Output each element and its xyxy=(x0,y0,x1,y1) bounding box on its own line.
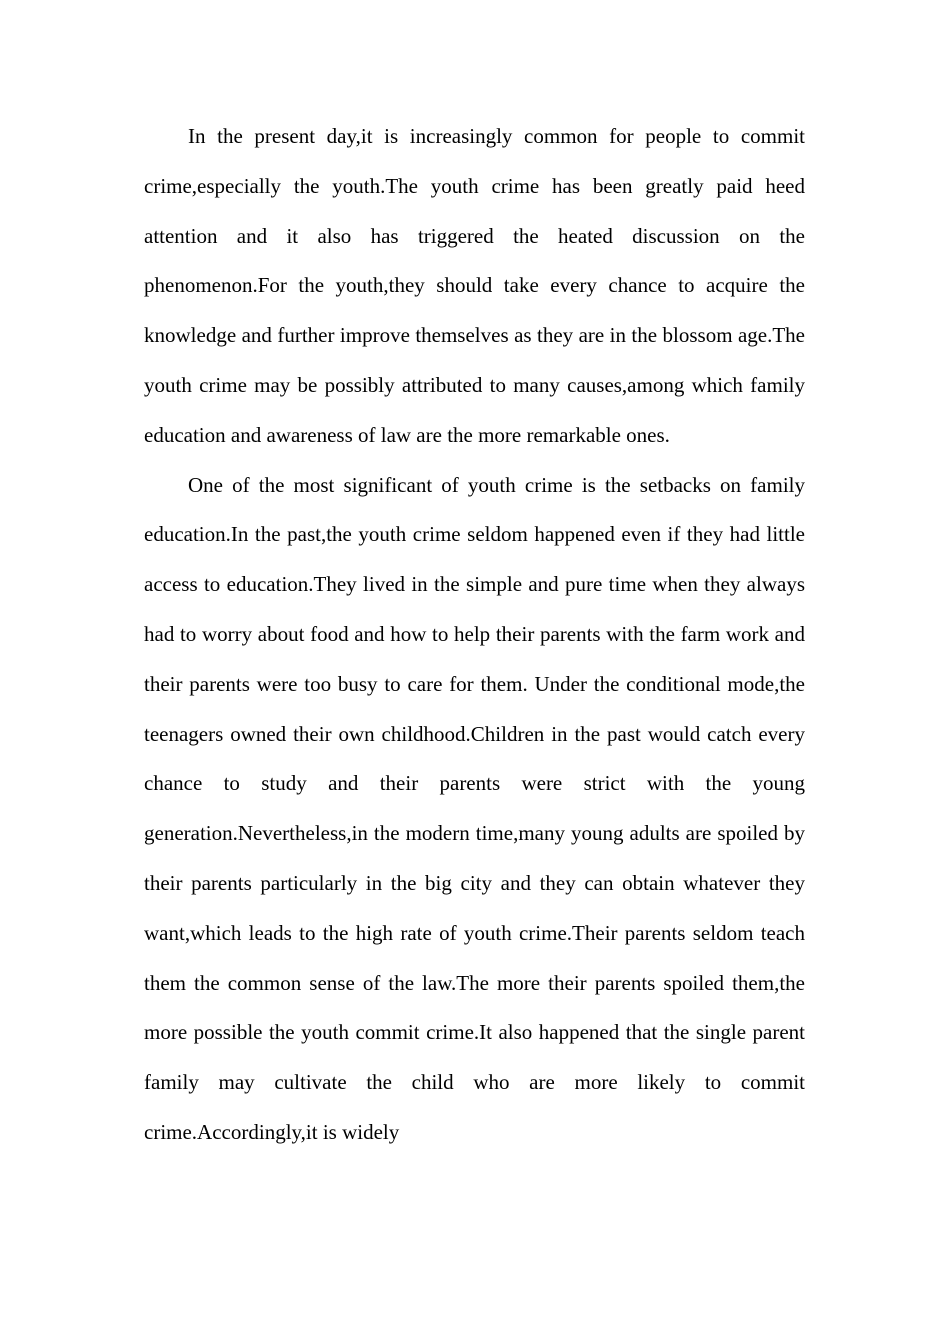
paragraph-intro: In the present day,it is increasingly common for people to commit crime,especially the youth.The youth crime has been greatly paid heed attention and it also has triggered the heated discussion on the phenomenon.For the youth,they should take every chance to acquire the knowledge and further improve themselves as they are in the blossom age.The youth crime may be possibly attributed to many causes,among which family education and awareness of law are the more remarkable ones. xyxy=(144,124,805,447)
essay-body xyxy=(144,112,805,1158)
paragraph-family-education: One of the most significant of youth crime is the setbacks on family education.In the past,the youth crime seldom happened even if they had little access to education.They lived in the simple and pure time when they always had to worry about food and how to help their parents with the farm work and their parents were too busy to care for them. Under the conditional mode,the teenagers owned their own childhood.Children in the past would catch every chance to study and their parents were strict with the young generation.Nevertheless,in the modern time,many young adults are spoiled by their parents particularly in the big city and they can obtain whatever they want,which leads to the high rate of youth crime.Their parents seldom teach them the common sense of the law.The more their parents spoiled them,the more possible the youth commit crime.It also happened that the single parent family may cultivate the child who are more likely to commit crime.Accordingly,it is widely xyxy=(144,472,805,1144)
